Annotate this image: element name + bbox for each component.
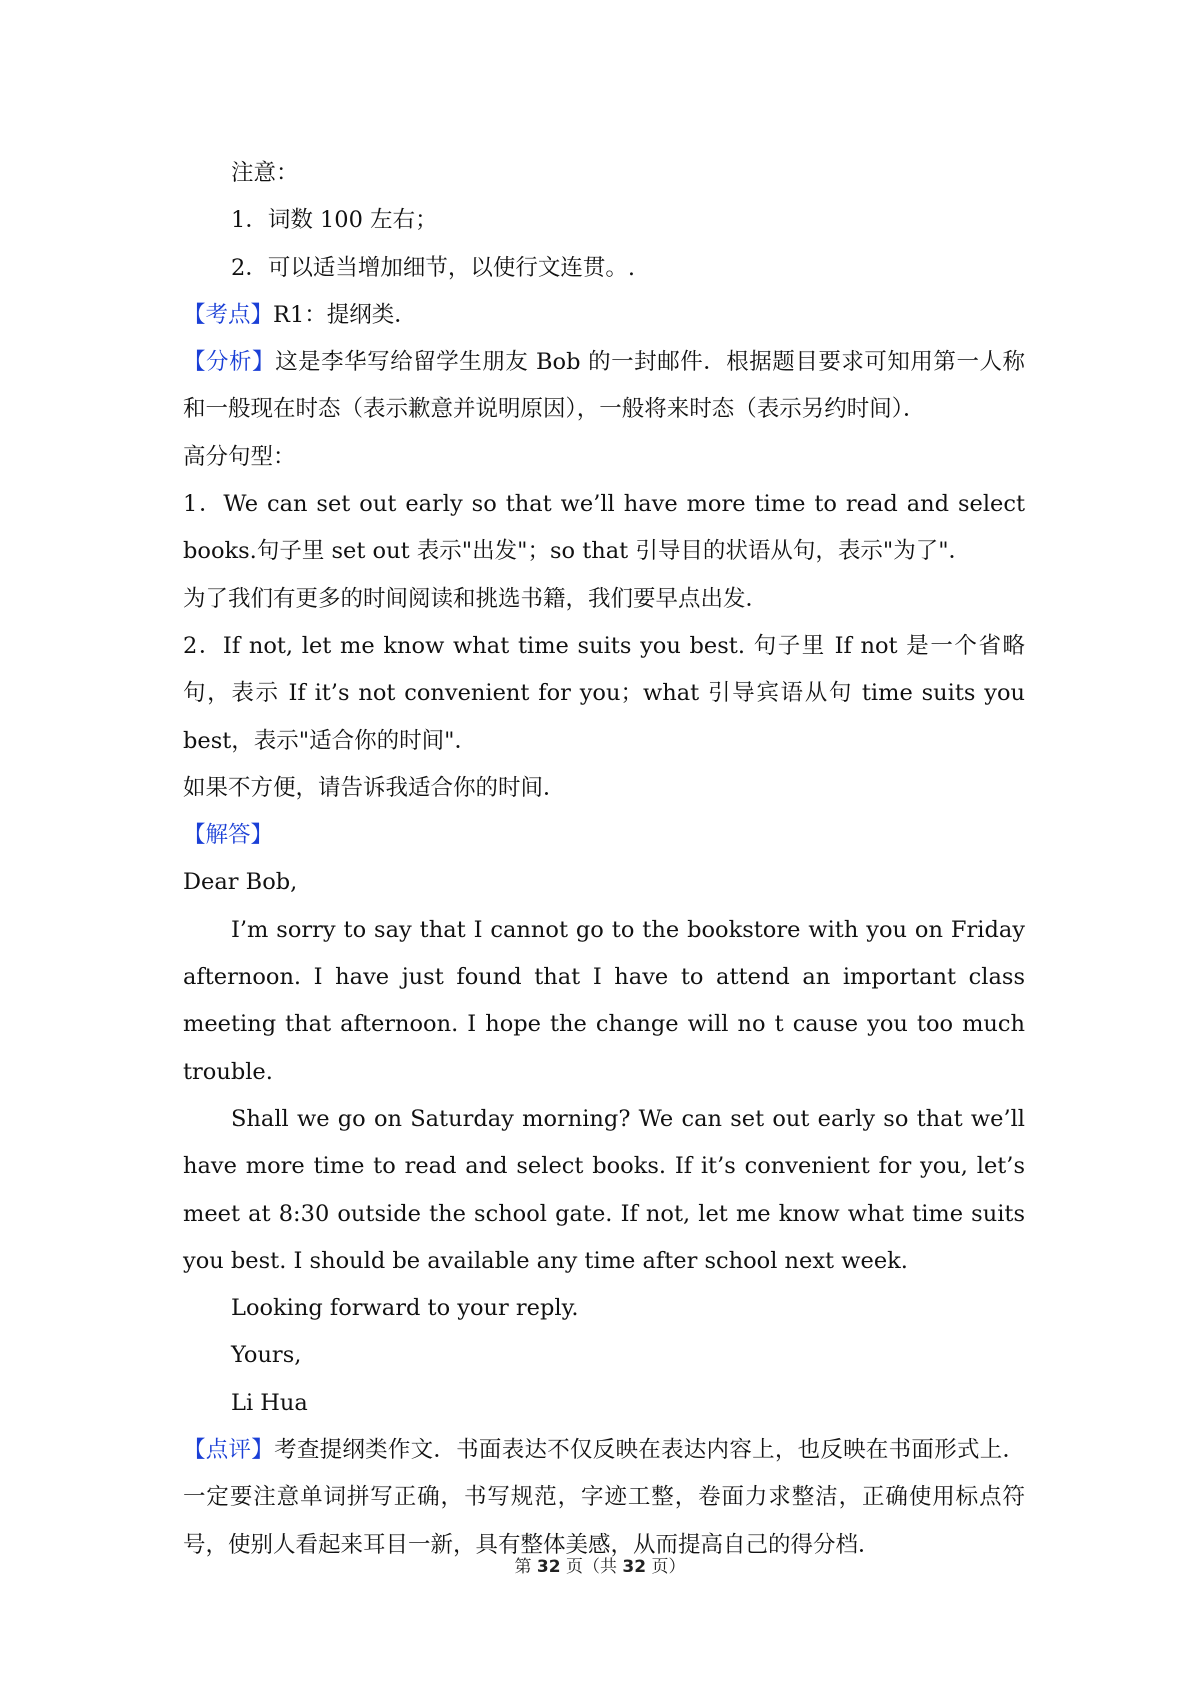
notes-item-2: 2．可以适当增加细节，以使行文连贯。. xyxy=(231,254,635,281)
letter-paragraph-2: Shall we go on Saturday morning? We can set out early so that we’ll have more time to read and select books. If it’s convenient for you, let’s meet at 8:30 outside the school gate. If not, let me know what time suits you best. I should be available any time after school next week. xyxy=(183,1105,1025,1274)
letter-yours: Yours, xyxy=(231,1342,302,1369)
footer-middle: 页（共 xyxy=(560,1557,623,1577)
kaodian-section xyxy=(183,292,1025,339)
sentences-heading: 高分句型： xyxy=(183,443,296,470)
fenxi-section xyxy=(183,339,1025,434)
jieda-tag: 【解答】 xyxy=(183,822,274,849)
fenxi-text: 这是李华写给留学生朋友 Bob 的一封邮件．根据题目要求可知用第一人称和一般现在时态（表示歉意并说明原因），一般将来时态（表示另约时间）． xyxy=(183,349,1025,423)
letter-greeting: Dear Bob, xyxy=(183,869,298,896)
letter-paragraph-1: I’m sorry to say that I cannot go to the bookstore with you on Friday afternoon. I have just found that I have to attend an important class meeting that afternoon. I hope the change will no t cause you too much trouble. xyxy=(183,916,1025,1085)
sentence-2: 2．If not, let me know what time suits you best. 句子里 If not 是一个省略句，表示 If it’s not convenient for you；what 引导宾语从句 time suits you best，表示"适合你的时间"． xyxy=(183,632,1025,754)
dianping-tag: 【点评】 xyxy=(183,1437,275,1464)
sentence-1: 1．We can set out early so that we’ll have more time to read and select books.句子里 set out 表示"出发"；so that 引导目的状语从句，表示"为了"． xyxy=(183,491,1025,565)
sentence-1-translation: 为了我们有更多的时间阅读和挑选书籍，我们要早点出发． xyxy=(183,585,769,612)
dianping-text: 考查提纲类作文．书面表达不仅反映在表达内容上，也反映在书面形式上．一定要注意单词拼写正确，书写规范，字迹工整，卷面力求整洁，正确使用标点符号，使别人看起来耳目一新，具有整体美感，从而提高自己的得分档． xyxy=(183,1437,1025,1558)
fenxi-tag: 【分析】 xyxy=(183,349,276,376)
dianping-section xyxy=(183,1427,1025,1569)
footer-page-number: 32 xyxy=(536,1557,561,1577)
jieda-section xyxy=(183,812,1025,859)
notes-item-1: 1．词数 100 左右； xyxy=(231,207,438,234)
footer-suffix: 页） xyxy=(646,1557,686,1577)
letter-closing: Looking forward to your reply. xyxy=(231,1295,579,1322)
letter-signature: Li Hua xyxy=(231,1389,308,1416)
kaodian-tag: 【考点】 xyxy=(183,301,274,328)
page-footer xyxy=(0,1552,1200,1577)
document-body xyxy=(183,150,1025,1569)
footer-prefix: 第 xyxy=(514,1557,537,1577)
footer-total-pages: 32 xyxy=(622,1557,647,1577)
kaodian-text: R1：提纲类． xyxy=(273,301,417,328)
sentence-2-translation: 如果不方便，请告诉我适合你的时间． xyxy=(183,774,566,801)
notes-title: 注意： xyxy=(231,160,299,186)
